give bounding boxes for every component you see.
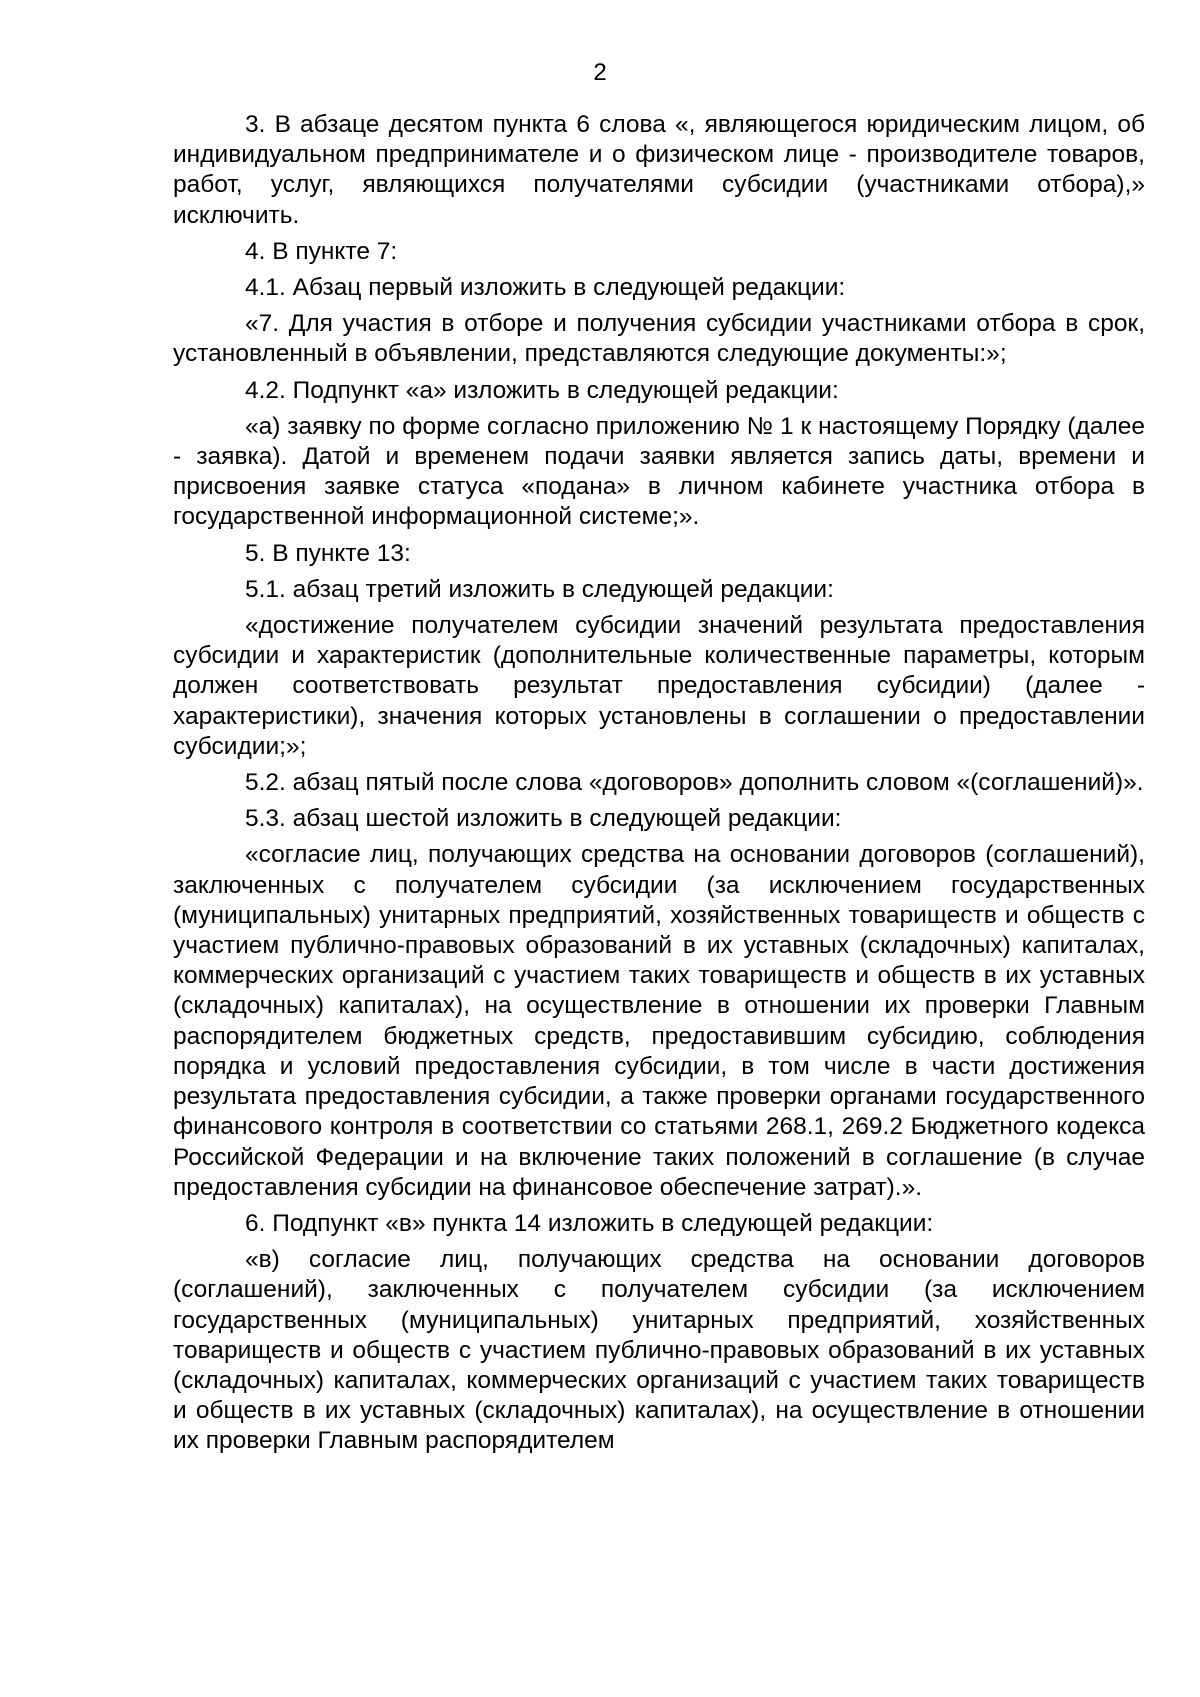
paragraph-5: 5. В пункте 13:	[245, 539, 411, 567]
document-body	[173, 110, 1145, 1463]
page-number: 2	[593, 59, 607, 86]
paragraph-3: 3. В абзаце десятом пункта 6 слова «, являющегося юридическим лицом, об индивидуальном предпринимателе и о физическом лице - производителе товаров, работ, услуг, являющихся получателями субсидии (участниками отбора),» исключить.	[173, 111, 1145, 229]
paragraph-5-1: 5.1. абзац третий изложить в следующей редакции:	[245, 575, 834, 603]
paragraph-4-2-text: «а) заявку по форме согласно приложению № 1 к настоящему Порядку (далее - заявка). Датой и временем подачи заявки является запись даты, времени и присвоения заявке статуса «подана» в личном кабинете участника отбора в государственной информационной системе;».	[173, 412, 1145, 531]
paragraph-4: 4. В пункте 7:	[245, 237, 398, 265]
paragraph-5-3: 5.3. абзац шестой изложить в следующей редакции:	[245, 805, 842, 833]
paragraph-6: 6. Подпункт «в» пункта 14 изложить в следующей редакции:	[245, 1209, 934, 1237]
paragraph-5-3-text: «согласие лиц, получающих средства на основании договоров (соглашений), заключенных с получателем субсидии (за исключением государственных (муниципальных) унитарных предприятий, хозяйственных товариществ и обществ с участием публично-правовых образований в их уставных (складочных) капиталах, коммерческих организаций с участием таких товариществ и обществ в их уставных (складочных) капиталах), на осуществление в отношении их проверки Главным распорядителем бюджетных средств, предоставившим субсидию, соблюдения порядка и условий предоставления субсидии, в том числе в части достижения результата предоставления субсидии, а также проверки органами государственного финансового контроля в соответствии со статьями 268.1, 269.2 Бюджетного кодекса Российской Федерации и на включение таких положений в соглашение (в случае предоставления субсидии на финансовое обеспечение затрат).».	[173, 841, 1145, 1201]
paragraph-4-1: 4.1. Абзац первый изложить в следующей редакции:	[245, 274, 846, 302]
paragraph-4-2: 4.2. Подпункт «а» изложить в следующей редакции:	[245, 376, 839, 404]
paragraph-6-text: «в) согласие лиц, получающих средства на основании договоров (соглашений), заключенных с получателем субсидии (за исключением государственных (муниципальных) унитарных предприятий, хозяйственных товариществ и обществ с участием публично-правовых образований в их уставных (складочных) капиталах, коммерческих организаций с участием таких товариществ и обществ в их уставных (складочных) капиталах), на осуществление в отношении их проверки Главным распорядителем	[173, 1246, 1145, 1455]
paragraph-5-2: 5.2. абзац пятый после слова «договоров» дополнить словом «(соглашений)».	[245, 769, 1144, 797]
paragraph-5-1-text: «достижение получателем субсидии значений результата предоставления субсидии и характеристик (дополнительные количественные параметры, которым должен соответствовать результат предоставления субсидии) (далее - характеристики), значения которых установлены в соглашении о предоставлении субсидии;»;	[173, 612, 1145, 760]
paragraph-4-1-text: «7. Для участия в отборе и получения субсидии участниками отбора в срок, установленный в объявлении, представляются следующие документы:»;	[173, 310, 1145, 368]
